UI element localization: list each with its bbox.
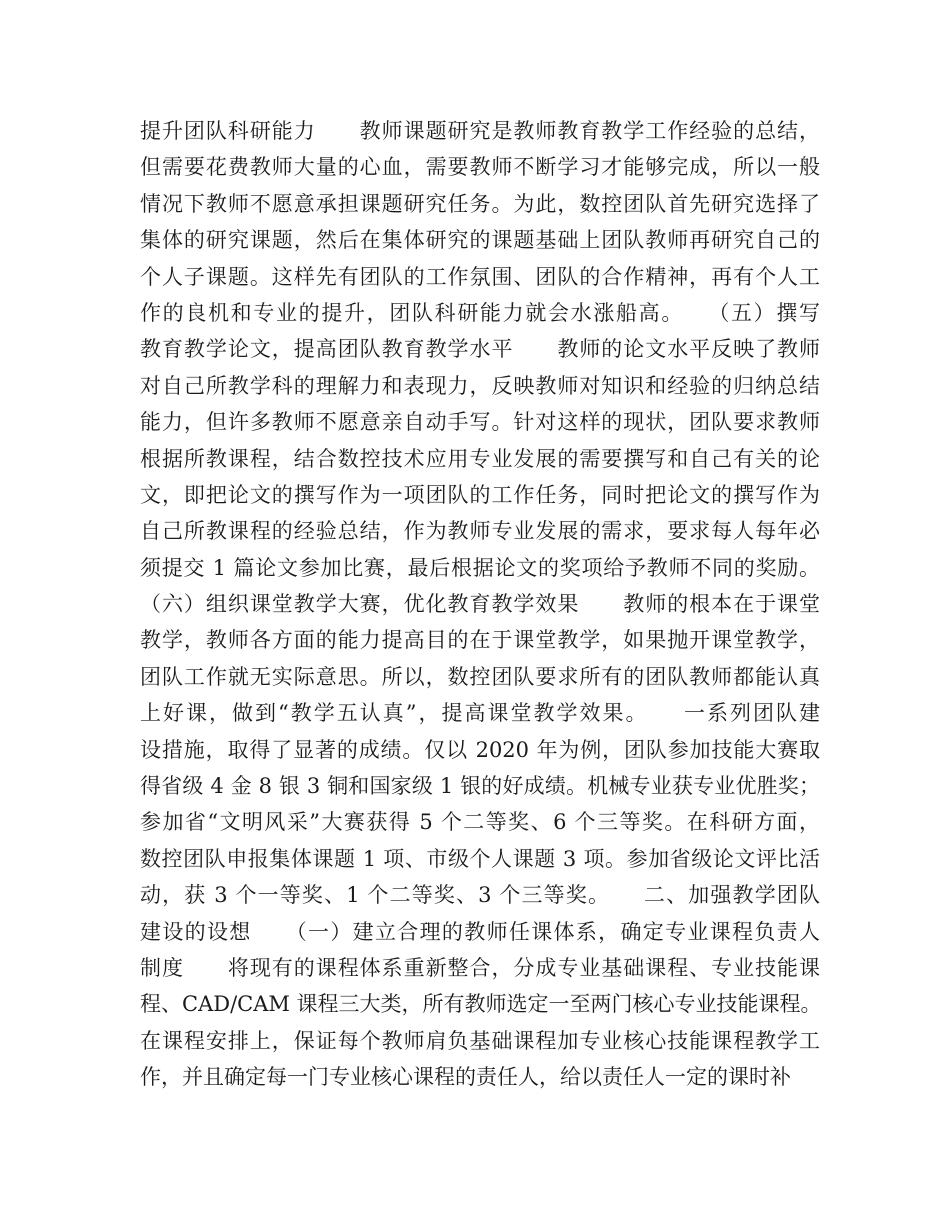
text-line: 提升团队科研能力 教师课题研究是教师教育教学工作经验的总结， — [140, 119, 820, 143]
text-line: 上好课，做到“教学五认真”，提高课堂教学效果。 一系列团队建 — [140, 701, 820, 726]
text-line: 能力，但许多教师不愿意亲自动手写。针对这样的现状，团队要求教师 — [140, 410, 820, 435]
text-line: 在课程安排上，保证每个教师肩负基础课程加专业核心技能课程教学工 — [140, 1028, 820, 1053]
text-line: 集体的研究课题，然后在集体研究的课题基础上团队教师再研究自己的 — [140, 228, 820, 253]
text-line: 须提交 1 篇论文参加比赛，最后根据论文的奖项给予教师不同的奖励。 — [140, 555, 820, 580]
text-line: 动，获 3 个一等奖、1 个二等奖、3 个三等奖。 二、加强教学团队 — [140, 883, 820, 908]
text-line: 建设的设想 （一）建立合理的教师任课体系，确定专业课程负责人 — [140, 919, 820, 944]
text-line: （六）组织课堂教学大赛，优化教育教学效果 教师的根本在于课堂 — [140, 592, 820, 617]
text-line: 得省级 4 金 8 银 3 铜和国家级 1 银的好成绩。机械专业获专业优胜奖； — [140, 774, 820, 799]
text-line: 教学，教师各方面的能力提高目的在于课堂教学，如果抛开课堂教学， — [140, 628, 820, 653]
text-line: 根据所教课程，结合数控技术应用专业发展的需要撰写和自己有关的论 — [140, 446, 820, 471]
text-line: 但需要花费教师大量的心血，需要教师不断学习才能够完成，所以一般 — [140, 155, 820, 180]
text-line: 制度 将现有的课程体系重新整合，分成专业基础课程、专业技能课 — [140, 955, 820, 980]
text-line: 教育教学论文，提高团队教育教学水平 教师的论文水平反映了教师 — [140, 337, 820, 362]
text-line: 设措施，取得了显著的成绩。仅以 2020 年为例，团队参加技能大赛取 — [140, 737, 820, 762]
body-text — [140, 113, 820, 1096]
text-line: 对自己所教学科的理解力和表现力，反映教师对知识和经验的归纳总结 — [140, 373, 820, 398]
text-line: 文，即把论文的撰写作为一项团队的工作任务，同时把论文的撰写作为 — [140, 482, 820, 507]
text-line: 自己所教课程的经验总结，作为教师专业发展的需求，要求每人每年必 — [140, 519, 820, 544]
text-line: 程、CAD/CAM 课程三大类，所有教师选定一至两门核心专业技能课程。 — [140, 992, 822, 1017]
text-line: 参加省“文明风采”大赛获得 5 个二等奖、6 个三等奖。在科研方面， — [140, 810, 820, 835]
text-line: 团队工作就无实际意思。所以，数控团队要求所有的团队教师都能认真 — [140, 664, 820, 689]
text-line: 作的良机和专业的提升，团队科研能力就会水涨船高。 （五）撰写 — [140, 300, 820, 325]
text-line: 情况下教师不愿意承担课题研究任务。为此，数控团队首先研究选择了 — [140, 191, 820, 216]
text-line: 作，并且确定每一门专业核心课程的责任人，给以责任人一定的课时补 — [140, 1065, 791, 1090]
text-line: 数控团队申报集体课题 1 项、市级个人课题 3 项。参加省级论文评比活 — [140, 846, 820, 871]
text-line: 个人子课题。这样先有团队的工作氛围、团队的合作精神，再有个人工 — [140, 264, 820, 289]
